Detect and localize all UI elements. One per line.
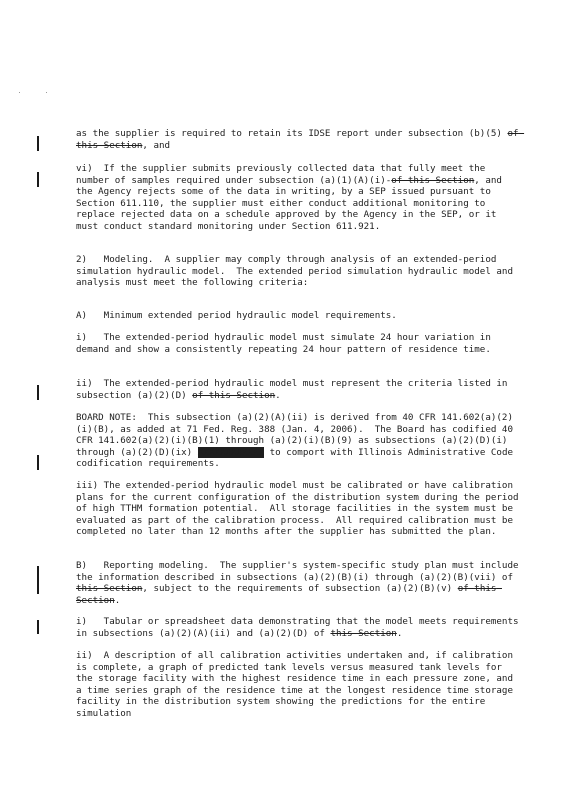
struck-text: this Section xyxy=(76,583,143,595)
revision-bar xyxy=(37,385,39,400)
struck-text: of this Section xyxy=(192,389,276,401)
paragraph xyxy=(76,480,525,538)
struck-text: of this Section xyxy=(76,583,502,606)
text-run: iii) The extended-period hydraulic model must be calibrated or have calibration plans for the current configuration of the distribution system during the period of high TTHM formation potential. All storage facilities in the system must be evaluated as part of the calibration process. All required calibration must be completed no later than 12 months after the supplier has submitted the plan. xyxy=(76,480,525,538)
text-run: to comport with Illinois Administrative Code codification requirements. xyxy=(76,446,519,470)
text-run: A) Minimum extended period hydraulic model requirements. xyxy=(76,310,397,321)
text-run: BOARD NOTE: This subsection (a)(2)(A)(ii) is derived from 40 CFR 141.602(a)(2)(i)(B), as added at 71 Fed. Reg. 388 (Jan. 4, 2006). The Board has codified 40 CFR 141.602(a)(2)(i)(B)(1) through (a)(2)(i)(B)(9) as subsections (a)(2)(D)(i) through (a)(2)(D)(ix) xyxy=(76,412,519,458)
paragraph xyxy=(76,310,522,322)
paragraph xyxy=(76,378,522,401)
text-run: as the supplier is required to retain its IDSE report under subsection (b)(5) xyxy=(76,128,508,139)
text-run: ii) A description of all calibration activities undertaken and, if calibration is complete, a graph of predicted tank levels versus measured tank levels for the storage facility with the highest residence time in each pressure zone, and a time series graph of the residence time at the longest residence time storage facility in the distribution system showing the predictions for the entire simulation xyxy=(76,650,519,719)
revision-bar xyxy=(37,172,39,187)
paragraph xyxy=(76,412,522,470)
text-run: vi) If the supplier submits previously collected data that fully meet the number of samples required under subsection (a)(1)(A)(i)- xyxy=(76,163,491,186)
scan-speck xyxy=(19,92,20,93)
struck-text: this Section xyxy=(330,627,397,639)
revision-bar xyxy=(37,455,39,470)
text-run: i) Tabular or spreadsheet data demonstrating that the model meets requirements in subsections (a)(2)(A)(ii) and (a)(2)(D) of xyxy=(76,616,525,639)
text-run: i) The extended-period hydraulic model must simulate 24 hour variation in demand and show a consistently repeating 24 hour pattern of residence time. xyxy=(76,332,497,355)
revision-bar xyxy=(37,620,39,634)
paragraph xyxy=(76,163,522,233)
text-run: , subject to the requirements of subsection (a)(2)(B)(v) xyxy=(142,583,458,595)
struck-out-block: XXXXXXXXXXXX xyxy=(197,446,265,458)
text-run: . xyxy=(396,627,403,639)
revision-bar xyxy=(37,136,39,151)
revision-bar xyxy=(37,566,39,594)
text-run: . xyxy=(275,389,281,401)
paragraph xyxy=(76,254,522,289)
text-run: B) Reporting modeling. The supplier's system-specific study plan must include the information described in subsections (a)(2)(B)(i) through (a)(2)(B)(vii) of xyxy=(76,560,525,583)
text-run: , and the Agency rejects some of the data in writing, by a SEP issued pursuant to Section 611.110, the supplier must either conduct additional monitoring to replace rejected data on a schedule approved by the Agency in the SEP, or it must conduct standard monitoring under Section 611.921. xyxy=(76,174,508,232)
paragraph xyxy=(76,616,525,639)
paragraph xyxy=(76,650,522,720)
text-run: 2) Modeling. A supplier may comply through analysis of an extended-period simulation hydraulic model. The extended period simulation hydraulic model and analysis must meet the following criteria: xyxy=(76,254,519,289)
scan-speck xyxy=(46,92,47,93)
paragraph xyxy=(76,332,522,355)
struck-text: of this Section xyxy=(76,128,525,151)
text-run: , and xyxy=(142,139,171,151)
struck-text: of this Section xyxy=(391,174,475,186)
paragraph xyxy=(76,560,525,606)
text-run: ii) The extended-period hydraulic model must represent the criteria listed in subsection (a)(2)(D) xyxy=(76,378,513,401)
paragraph xyxy=(76,128,525,151)
text-run: . xyxy=(114,594,121,606)
